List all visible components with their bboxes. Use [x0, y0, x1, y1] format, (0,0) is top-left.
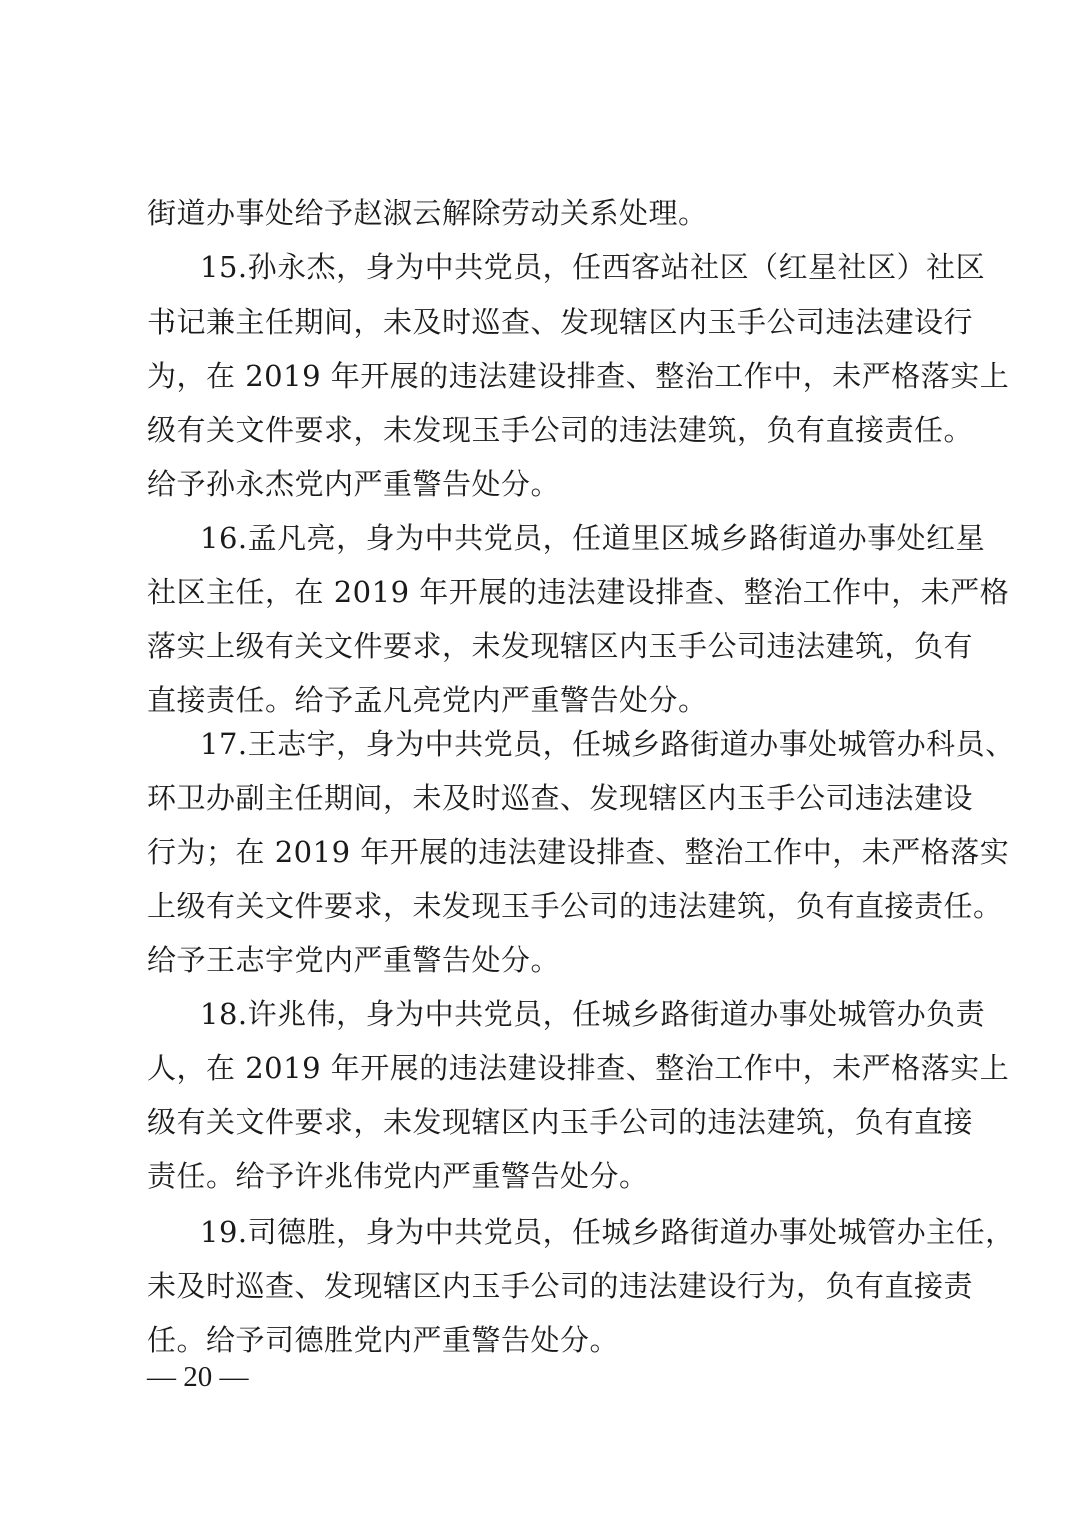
item-18-line-3: 级有关文件要求，未发现辖区内玉手公司的违法建筑，负有直接	[147, 1105, 974, 1139]
item-17-line-1: 17.王志宇，身为中共党员，任城乡路街道办事处城管办科员、	[200, 727, 1015, 761]
item-19-line-1: 19.司德胜，身为中共党员，任城乡路街道办事处城管办主任，	[200, 1215, 1015, 1249]
item-15-line-4: 级有关文件要求，未发现玉手公司的违法建筑，负有直接责任。	[147, 413, 974, 447]
item-18-line-1: 18.许兆伟，身为中共党员，任城乡路街道办事处城管办负责	[200, 997, 986, 1031]
item-19-line-2: 未及时巡查、发现辖区内玉手公司的违法建设行为，负有直接责	[147, 1269, 974, 1303]
item-16-line-3: 落实上级有关文件要求，未发现辖区内玉手公司违法建筑，负有	[147, 629, 974, 663]
item-16-line-4: 直接责任。给予孟凡亮党内严重警告处分。	[147, 683, 708, 717]
item-18-line-2: 人，在 2019 年开展的违法建设排查、整治工作中，未严格落实上	[147, 1051, 1010, 1085]
text-line-1: 街道办事处给予赵淑云解除劳动关系处理。	[147, 196, 708, 230]
item-15-line-5: 给予孙永杰党内严重警告处分。	[147, 467, 561, 501]
item-17-line-2: 环卫办副主任期间，未及时巡查、发现辖区内玉手公司违法建设	[147, 781, 974, 815]
item-19-line-3: 任。给予司德胜党内严重警告处分。	[147, 1323, 620, 1357]
item-15-line-2: 书记兼主任期间，未及时巡查、发现辖区内玉手公司违法建设行	[147, 305, 974, 339]
item-17-line-3: 行为；在 2019 年开展的违法建设排查、整治工作中，未严格落实	[147, 835, 1010, 869]
item-16-line-2: 社区主任，在 2019 年开展的违法建设排查、整治工作中，未严格	[147, 575, 1010, 609]
item-16-line-1: 16.孟凡亮，身为中共党员，任道里区城乡路街道办事处红星	[200, 521, 986, 555]
item-17-line-4: 上级有关文件要求，未发现玉手公司的违法建筑，负有直接责任。	[147, 889, 1003, 923]
item-15-line-3: 为，在 2019 年开展的违法建设排查、整治工作中，未严格落实上	[147, 359, 1010, 393]
item-15-line-1: 15.孙永杰，身为中共党员，任西客站社区（红星社区）社区	[200, 250, 986, 284]
item-18-line-4: 责任。给予许兆伟党内严重警告处分。	[147, 1159, 649, 1193]
page-number: — 20 —	[147, 1361, 249, 1393]
item-17-line-5: 给予王志宇党内严重警告处分。	[147, 943, 561, 977]
